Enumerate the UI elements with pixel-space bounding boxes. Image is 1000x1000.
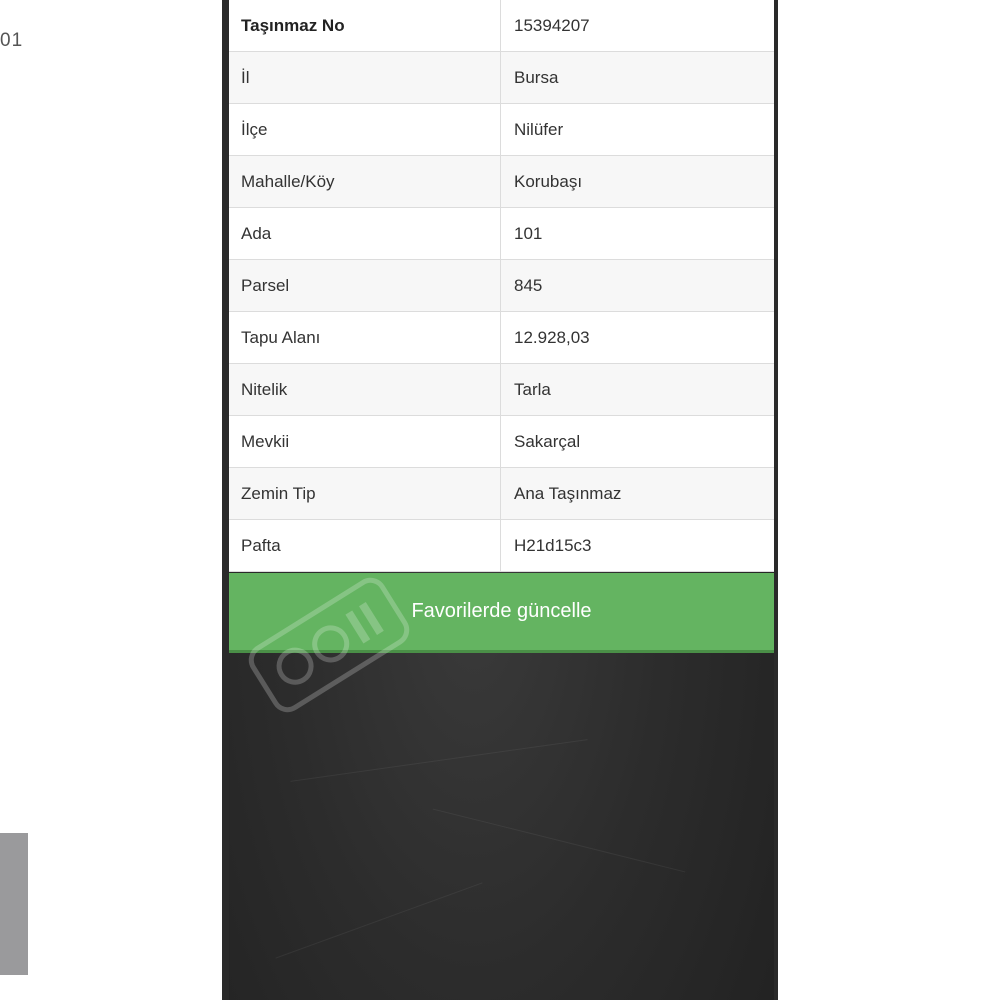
row-label: Pafta	[229, 520, 501, 571]
row-label: Mahalle/Köy	[229, 156, 501, 207]
table-row	[229, 364, 774, 416]
row-label: Tapu Alanı	[229, 312, 501, 363]
row-label: Ada	[229, 208, 501, 259]
row-value: Tarla	[514, 379, 551, 399]
table-row	[229, 208, 774, 260]
row-value: Bursa	[514, 67, 559, 87]
update-favorites-button[interactable]: Favorilerde güncelle	[229, 573, 774, 650]
table-row	[229, 104, 774, 156]
row-value: 15394207	[514, 15, 590, 35]
left-edge-bar	[0, 833, 28, 975]
row-label: Mevkii	[229, 416, 501, 467]
texture-line	[275, 882, 482, 958]
row-value: Sakarçal	[514, 431, 581, 451]
row-label: İlçe	[229, 104, 501, 155]
parcel-info-table	[229, 0, 774, 572]
row-value: Korubaşı	[514, 171, 583, 191]
row-value: Ana Taşınmaz	[514, 483, 622, 503]
table-row	[229, 312, 774, 364]
table-row	[229, 0, 774, 52]
table-row	[229, 156, 774, 208]
table-row	[229, 52, 774, 104]
button-bottom-edge	[229, 650, 774, 653]
phone-screen	[222, 0, 778, 1000]
row-value: 101	[514, 223, 543, 243]
map-background	[229, 0, 774, 1000]
texture-line	[433, 809, 686, 873]
row-label: Nitelik	[229, 364, 501, 415]
texture-line	[290, 739, 587, 782]
table-row	[229, 416, 774, 468]
row-value: H21d15c3	[514, 535, 592, 555]
row-label: Zemin Tip	[229, 468, 501, 519]
table-row	[229, 260, 774, 312]
table-row	[229, 468, 774, 520]
row-value: Nilüfer	[514, 119, 564, 139]
row-label: Taşınmaz No	[229, 0, 501, 51]
row-label: Parsel	[229, 260, 501, 311]
left-edge-text: 01	[0, 30, 24, 51]
table-row	[229, 520, 774, 572]
row-value: 845	[514, 275, 543, 295]
row-label: İl	[229, 52, 501, 103]
row-value: 12.928,03	[514, 327, 590, 347]
